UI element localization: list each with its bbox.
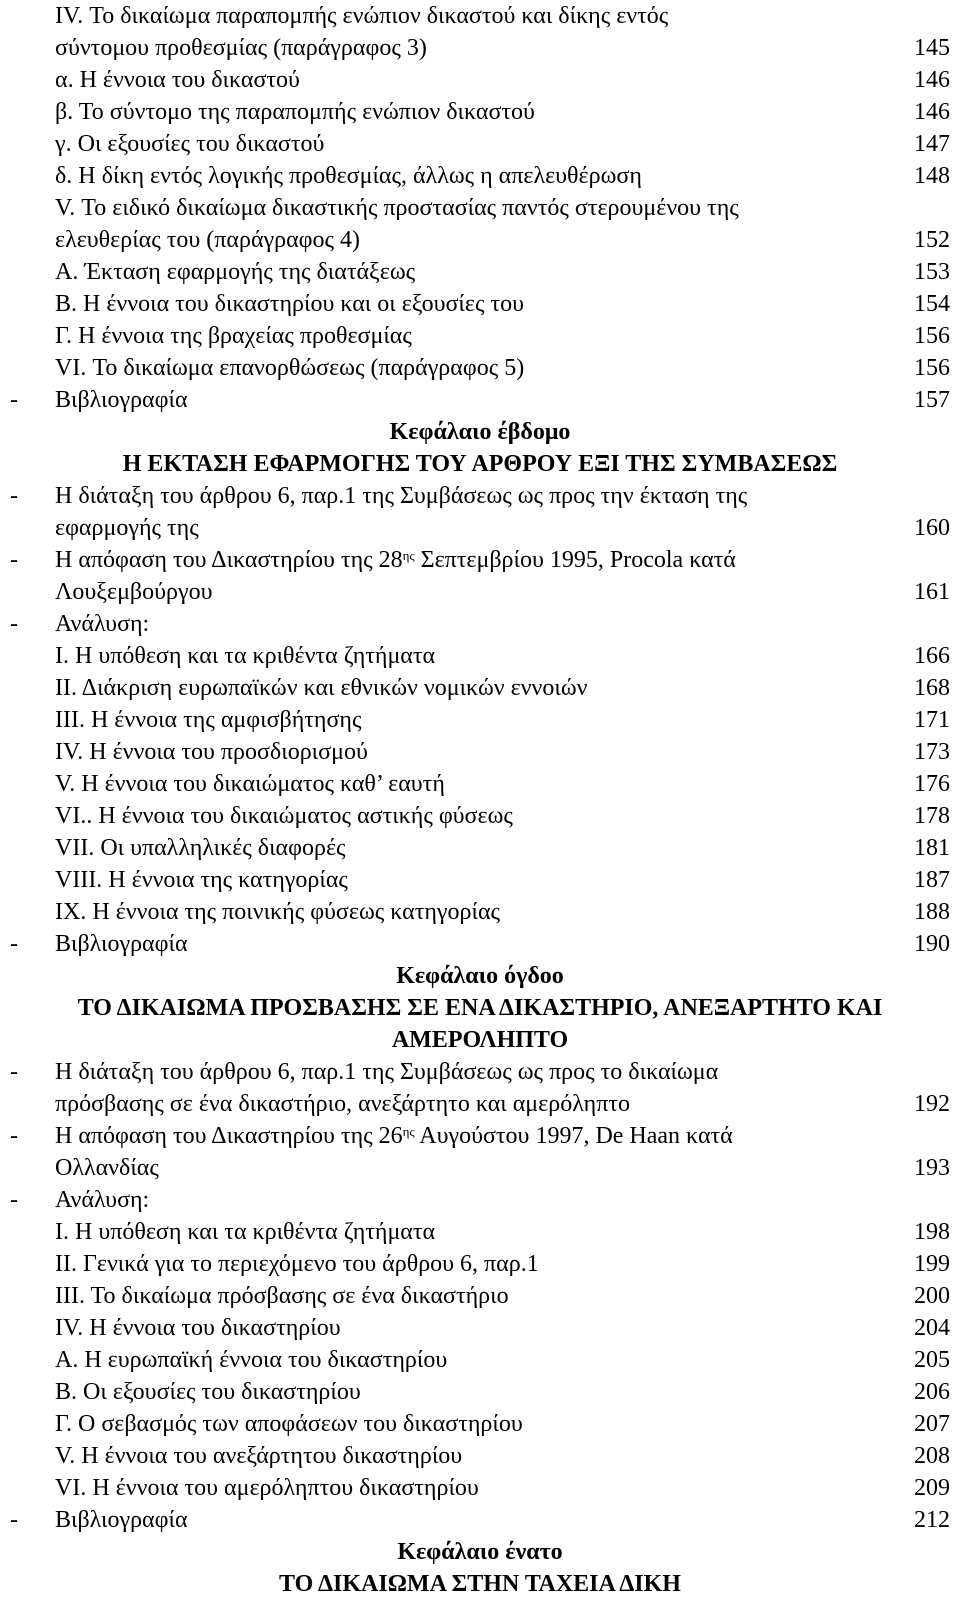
chapter-heading: ΤΟ ΔΙΚΑΙΩΜΑ ΣΤΗΝ ΤΑΧΕΙΑ ΔΙΚΗ [279,1571,681,1597]
toc-entry [10,640,950,672]
entry-title: α. Η έννοια του δικαστού [55,67,300,93]
entry-title: ελευθερίας του (παράγραφος 4) [55,227,361,253]
toc-entry [10,896,950,928]
toc-entry [10,320,950,352]
entry-title-part: Αυγούστου 1997, De Haan κατά [414,1123,733,1149]
chapter-heading: Κεφάλαιο όγδοο [396,963,564,989]
table-of-contents [10,0,950,1600]
page-number: 209 [914,1475,950,1501]
toc-entry [10,64,950,96]
toc-entry [10,672,950,704]
page-number: 176 [914,771,950,797]
toc-entry [10,1056,950,1088]
page-number: 190 [914,931,950,957]
entry-title: Ι. Η υπόθεση και τα κριθέντα ζητήματα [55,643,436,669]
entry-title-part: Σεπτεμβρίου 1995, Procola κατά [414,547,736,573]
toc-entry [10,768,950,800]
entry-title: σύντομου προθεσμίας (παράγραφος 3) [55,35,427,61]
toc-entry [10,832,950,864]
page-number: 193 [914,1155,950,1181]
entry-title: V. Η έννοια του ανεξάρτητου δικαστηρίου [55,1443,463,1469]
entry-title: Γ. Ο σεβασμός των αποφάσεων του δικαστηρίου [55,1411,523,1437]
toc-entry [10,256,950,288]
page-number: 160 [914,515,950,541]
entry-dash: - [10,1187,18,1213]
page-number: 204 [914,1315,950,1341]
entry-title: Β. Οι εξουσίες του δικαστηρίου [55,1379,361,1405]
toc-entry [10,192,950,224]
toc-entry [10,1280,950,1312]
toc-entry [10,1376,950,1408]
entry-title: ΙΧ. Η έννοια της ποινικής φύσεως κατηγορίας [55,899,501,925]
toc-entry [10,1440,950,1472]
page-number: 145 [914,35,950,61]
toc-entry [10,1344,950,1376]
toc-entry [10,1248,950,1280]
entry-title: V. Η έννοια του δικαιώματος καθ’ εαυτή [55,771,445,797]
entry-dash: - [10,1123,18,1149]
toc-entry [10,32,950,64]
entry-title: Α. Έκταση εφαρμογής της διατάξεως [55,259,416,285]
toc-entry [10,576,950,608]
toc-entry [10,288,950,320]
page-number: 161 [914,579,950,605]
toc-entry [10,864,950,896]
entry-title: ΙΙΙ. Το δικαίωμα πρόσβασης σε ένα δικαστήριο [55,1283,509,1309]
page-number: 146 [914,67,950,93]
entry-title: Ανάλυση: [55,611,150,637]
toc-entry [10,480,950,512]
page-number: 198 [914,1219,950,1245]
page-number: 200 [914,1283,950,1309]
entry-title: δ. Η δίκη εντός λογικής προθεσμίας, άλλως η απελευθέρωση [55,163,642,189]
entry-title: ΙΙ. Γενικά για το περιεχόμενο του άρθρου 6, παρ.1 [55,1251,539,1277]
entry-title: εφαρμογής της [55,515,199,541]
toc-entry [10,1472,950,1504]
ordinal-suffix: ης [402,1124,415,1139]
entry-title: Ανάλυση: [55,1187,150,1213]
page-number: 208 [914,1443,950,1469]
chapter-heading: ΤΟ ΔΙΚΑΙΩΜΑ ΠΡΟΣΒΑΣΗΣ ΣΕ ΕΝΑ ΔΙΚΑΣΤΗΡΙΟ, ΑΝΕΞΑΡΤΗΤΟ ΚΑΙ [77,995,883,1021]
toc-entry [10,1216,950,1248]
entry-title: Βιβλιογραφία [55,1507,188,1533]
entry-dash: - [10,387,18,413]
page-number: 147 [914,131,950,157]
entry-title: ΙΙ. Διάκριση ευρωπαϊκών και εθνικών νομικών εννοιών [55,675,588,701]
entry-dash: - [10,1059,18,1085]
page-number: 205 [914,1347,950,1373]
page-number: 188 [914,899,950,925]
page-number: 152 [914,227,950,253]
entry-title: Α. Η ευρωπαϊκή έννοια του δικαστηρίου [55,1347,448,1373]
entry-title: VI. Το δικαίωμα επανορθώσεως (παράγραφος 5) [55,355,525,381]
entry-title-part: Η απόφαση του Δικαστηρίου της 28 [55,547,403,573]
entry-dash: - [10,547,18,573]
chapter-heading: ΑΜΕΡΟΛΗΠΤΟ [391,1027,569,1053]
toc-entry [10,0,950,32]
page-number: 199 [914,1251,950,1277]
entry-title: Βιβλιογραφία [55,387,188,413]
entry-title: Βιβλιογραφία [55,931,188,957]
page-number: 171 [914,707,950,733]
toc-entry [10,736,950,768]
entry-title: β. Το σύντομο της παραπομπής ενώπιον δικαστού [55,99,535,125]
toc-entry [10,544,950,576]
page-number: 153 [914,259,950,285]
page-number: 192 [914,1091,950,1117]
page-number: 178 [914,803,950,829]
toc-entry [10,1312,950,1344]
entry-title: VIII. Η έννοια της κατηγορίας [55,867,348,893]
page-number: 187 [914,867,950,893]
toc-entry [10,1088,950,1120]
toc-entry [10,1152,950,1184]
entry-title: VI.. Η έννοια του δικαιώματος αστικής φύσεως [55,803,513,829]
page-number: 212 [914,1507,950,1533]
page-number: 148 [914,163,950,189]
entry-title-part: Η απόφαση του Δικαστηρίου της 26 [55,1123,403,1149]
page-number: 168 [914,675,950,701]
toc-entry [10,608,950,640]
entry-dash: - [10,1507,18,1533]
toc-entry [10,1504,950,1536]
entry-title: VI. Η έννοια του αμερόληπτου δικαστηρίου [55,1475,479,1501]
page-number: 173 [914,739,950,765]
entry-title: Β. Η έννοια του δικαστηρίου και οι εξουσίες του [55,291,524,317]
entry-title: Λουξεμβούργου [55,579,213,605]
ordinal-suffix: ης [402,548,415,563]
chapter-heading: Κεφάλαιο ένατο [397,1539,563,1565]
page-number: 156 [914,355,950,381]
toc-entry [10,1408,950,1440]
toc-entry [10,128,950,160]
entry-dash: - [10,611,18,637]
page-number: 156 [914,323,950,349]
toc-entry [10,800,950,832]
toc-entry [10,512,950,544]
page-number: 207 [914,1411,950,1437]
page-number: 206 [914,1379,950,1405]
entry-dash: - [10,483,18,509]
entry-title: IV. Το δικαίωμα παραπομπής ενώπιον δικαστού και δίκης εντός [55,3,669,29]
page-number: 157 [914,387,950,413]
entry-title: Ολλανδίας [55,1155,159,1181]
entry-title: IV. Η έννοια του δικαστηρίου [55,1315,341,1341]
entry-title: γ. Οι εξουσίες του δικαστού [55,131,325,157]
entry-title: IV. Η έννοια του προσδιορισμού [55,739,368,765]
toc-entry [10,1120,950,1152]
toc-entry [10,160,950,192]
toc-entry [10,224,950,256]
entry-title: πρόσβασης σε ένα δικαστήριο, ανεξάρτητο και αμερόληπτο [55,1091,630,1117]
toc-entry [10,704,950,736]
entry-title: VII. Οι υπαλληλικές διαφορές [55,835,346,861]
chapter-heading: Η ΕΚΤΑΣΗ ΕΦΑΡΜΟΓΗΣ ΤΟΥ ΑΡΘΡΟΥ ΕΞΙ ΤΗΣ ΣΥΜΒΑΣΕΩΣ [122,451,838,477]
chapter-heading: Κεφάλαιο έβδομο [389,419,571,445]
toc-entry [10,352,950,384]
entry-title: Γ. Η έννοια της βραχείας προθεσμίας [55,323,412,349]
toc-entry [10,928,950,960]
entry-dash: - [10,931,18,957]
toc-entry [10,96,950,128]
entry-title [55,544,736,576]
entry-title: V. Το ειδικό δικαίωμα δικαστικής προστασίας παντός στερουμένου της [55,195,739,221]
page-number: 181 [914,835,950,861]
page-number: 154 [914,291,950,317]
entry-title [55,1120,733,1152]
page-number: 146 [914,99,950,125]
toc-entry [10,1184,950,1216]
page-number: 166 [914,643,950,669]
entry-title: Η διάταξη του άρθρου 6, παρ.1 της Συμβάσεως ως προς την έκταση της [55,483,748,509]
entry-title: ΙΙΙ. Η έννοια της αμφισβήτησης [55,707,362,733]
toc-entry [10,384,950,416]
entry-title: Η διάταξη του άρθρου 6, παρ.1 της Συμβάσεως ως προς το δικαίωμα [55,1059,719,1085]
entry-title: Ι. Η υπόθεση και τα κριθέντα ζητήματα [55,1219,436,1245]
